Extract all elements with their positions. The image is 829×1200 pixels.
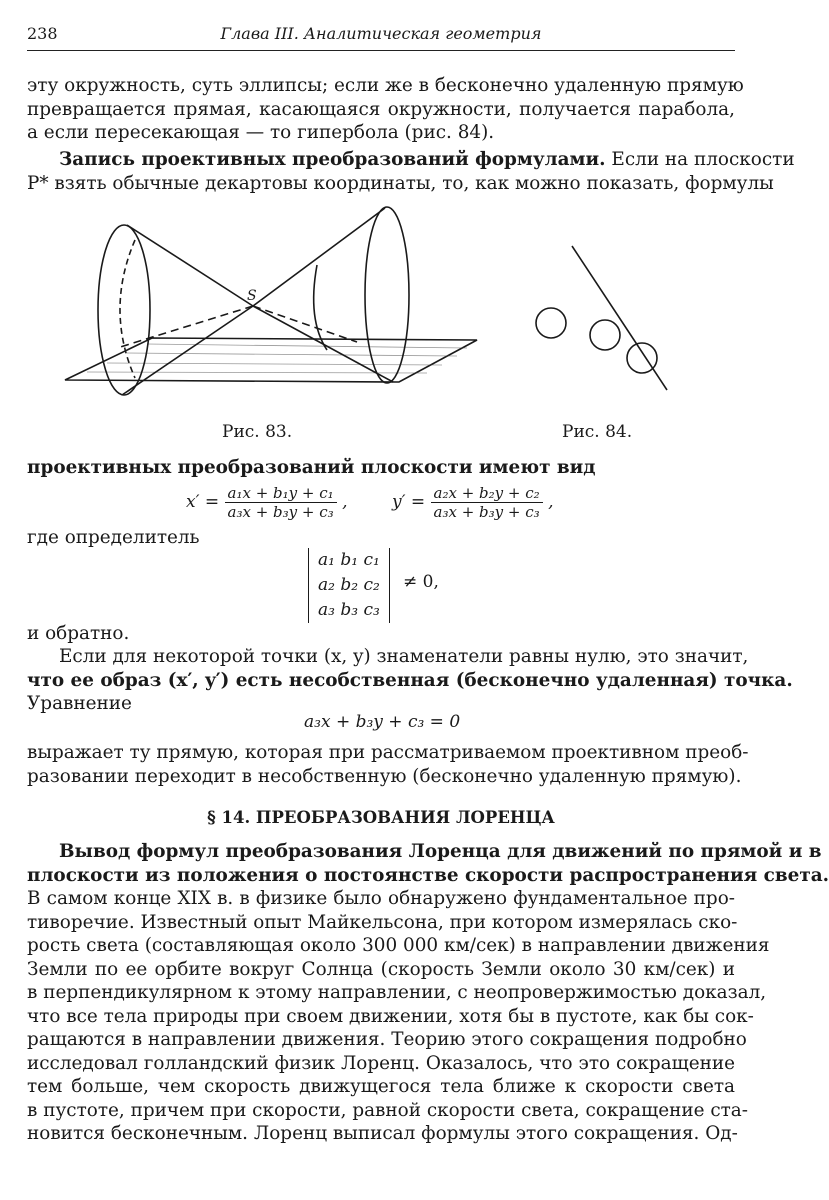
determinant-condition: ≠ 0,: [403, 572, 439, 592]
figure-83-caption: Рис. 83.: [222, 422, 293, 442]
fraction: [225, 484, 337, 521]
figure-84-caption: Рис. 84.: [562, 422, 633, 442]
text-line: что все тела природы при своем движении, хотя бы в пустоте, как бы сок-: [27, 1005, 754, 1027]
page-number: 238: [27, 24, 58, 43]
right-cone-base: [365, 207, 409, 383]
circle-3: [627, 343, 657, 373]
text-run: Если на плоскости: [611, 149, 795, 170]
denominator: a₃x + b₃y + c₃: [433, 503, 540, 521]
text-line: новится бесконечным. Лоренц выписал формулы этого сокращения. Од-: [27, 1123, 738, 1144]
fraction: [431, 484, 543, 521]
determinant-left-bar: [308, 548, 309, 623]
circle-2: [590, 320, 620, 350]
circle-1: [536, 308, 566, 338]
text-line: Вывод формул преобразования Лоренца для движений по прямой и в: [59, 841, 822, 862]
plane-hatching: [87, 344, 467, 373]
figure-83-drawing: [65, 207, 477, 395]
paragraph-6: [27, 840, 829, 1146]
formula-x: [186, 484, 347, 521]
numerator: a₂x + b₂y + c₂: [431, 484, 543, 503]
text-line: проективных преобразований плоскости имеют вид: [27, 457, 596, 478]
text-line: превращается прямая, касающаяся окружности, получается парабола,: [27, 98, 735, 120]
and-back: [27, 622, 735, 646]
text-line: P* взять обычные декартовы координаты, то, как можно показать, формулы: [27, 172, 774, 194]
figure-83-and-84: [27, 210, 737, 440]
run-in-heading: Запись проективных преобразований формулами.: [59, 149, 606, 170]
figure-84-drawing: [536, 246, 667, 390]
text-line: тиворечие. Известный опыт Майкельсона, при котором измерялась ско-: [27, 911, 738, 933]
formula-lhs: x′ =: [186, 492, 220, 512]
paragraph-1: [27, 74, 744, 145]
text-line: выражает ту прямую, которая при рассматриваемом проективном преоб-: [27, 742, 749, 763]
dashed-line: [117, 306, 253, 348]
formula-lhs: y′ =: [392, 492, 426, 512]
text-line: ращаются в направлении движения. Теорию этого сокращения подробно: [27, 1029, 747, 1050]
text-line: Если для некоторой точки (x, y) знаменатели равны нулю, это значит,: [59, 646, 749, 667]
text-line: В самом конце XIX в. в физике было обнаружено фундаментальное про-: [27, 888, 735, 909]
text-line: в пустоте, причем при скорости, равной скорости света, сокращение ста-: [27, 1099, 748, 1121]
text-line: что ее образ (x′, y′) есть несобственная (бесконечно удаленная) точка.: [27, 669, 793, 691]
running-title: Глава III. Аналитическая геометрия: [220, 24, 542, 43]
figures: [27, 210, 737, 440]
left-cone-base: [98, 225, 150, 395]
vertex-label: S: [247, 288, 257, 304]
paragraph-2: [27, 148, 795, 195]
left-section: [120, 240, 135, 378]
text-line: Земли по ее орбите вокруг Солнца (скорость Земли около 30 км/сек) и: [27, 958, 735, 980]
text-line: Уравнение: [27, 693, 132, 714]
text-line: разовании переходит в несобственную (бесконечно удаленную прямую).: [27, 765, 742, 787]
dashed-line: [253, 306, 357, 342]
text-line: эту окружность, суть эллипсы; если же в бесконечно удаленную прямую: [27, 75, 744, 96]
text-line: и обратно.: [27, 623, 130, 644]
paragraph-3: [27, 456, 735, 480]
separator: ,: [548, 492, 554, 512]
text-line: плоскости из положения о постоянстве скорости распространения света.: [27, 864, 829, 886]
where-determinant: [27, 526, 735, 550]
text-line: рость света (составляющая около 300 000 км/сек) в направлении движения: [27, 935, 770, 956]
header-rule: [27, 50, 735, 51]
determinant-row: a₂ b₂ c₂: [318, 575, 380, 595]
determinant-right-bar: [389, 548, 390, 623]
running-header: [27, 22, 735, 48]
determinant-row: a₃ b₃ c₃: [318, 600, 380, 620]
separator: ,: [342, 492, 348, 512]
numerator: a₁x + b₁y + c₁: [225, 484, 337, 503]
text-line: а если пересекающая — то гипербола (рис. 84).: [27, 122, 495, 143]
equation: a₃x + b₃y + c₃ = 0: [304, 712, 461, 732]
text-line: тем больше, чем скорость движущегося тела ближе к скорости света: [27, 1076, 735, 1097]
paragraph-5: [27, 741, 749, 788]
text-line: в перпендикулярном к этому направлении, с неопровержимостью доказал,: [27, 982, 767, 1003]
determinant: [308, 548, 390, 623]
text-line: [27, 148, 795, 172]
paragraph-4: [27, 645, 793, 716]
section-title: § 14. ПРЕОБРАЗОВАНИЯ ЛОРЕНЦА: [207, 808, 555, 827]
determinant-row: a₁ b₁ c₁: [318, 550, 380, 570]
text-line: где определитель: [27, 527, 200, 548]
right-section: [314, 265, 327, 350]
text-line: исследовал голландский физик Лоренц. Оказалось, что это сокращение: [27, 1052, 735, 1074]
denominator: a₃x + b₃y + c₃: [227, 503, 334, 521]
formula-y: [392, 484, 553, 521]
